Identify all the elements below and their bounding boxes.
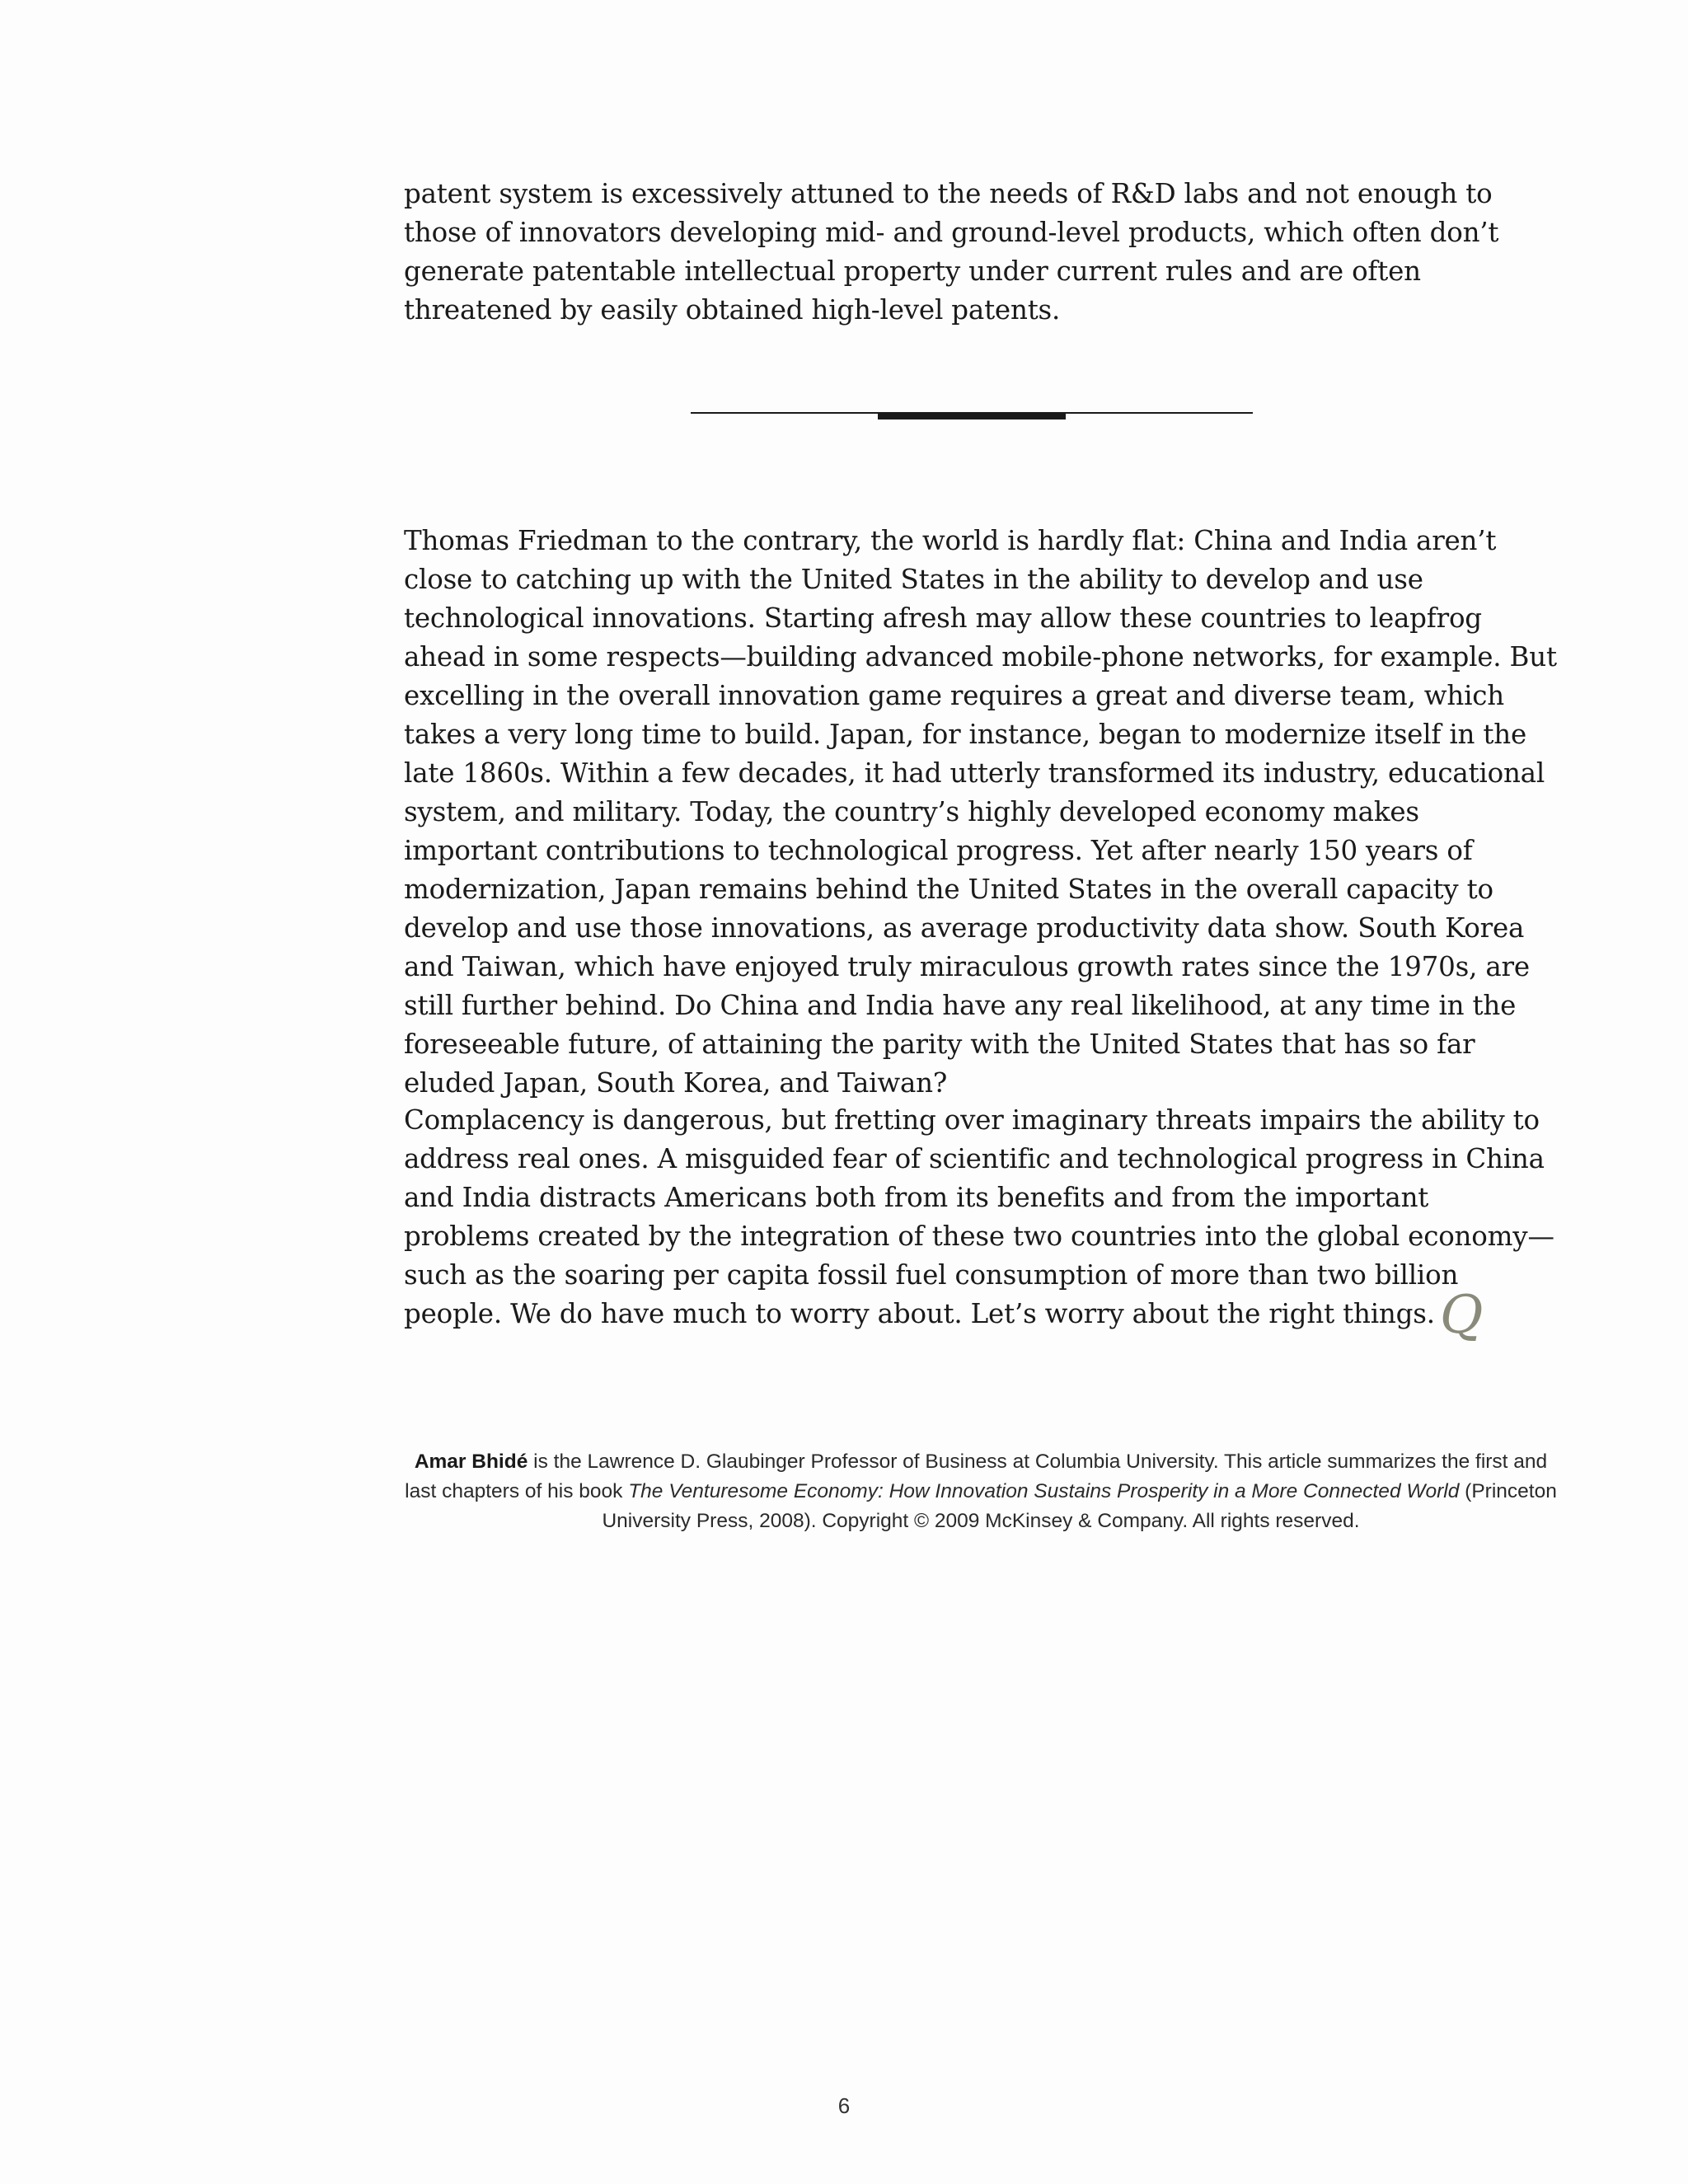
author-bio-text: is the Lawrence D. Glaubinger Professor of Business at Columbia University. This article summarizes the first and last chapters of his book	[405, 1451, 1548, 1502]
divider-thick-bar	[878, 412, 1066, 419]
author-bio	[404, 1447, 1558, 1536]
book-title: The Venturesome Economy: How Innovation Sustains Prosperity in a More Connected World	[628, 1480, 1460, 1502]
body-paragraph-patent-continuation: patent system is excessively attuned to the needs of R&D labs and not enough to those of innovators developing mid- and ground-level products, which often don’t generate patentable intellectual property under current rules and are often threatened by easily obtained high-level patents.	[404, 178, 1499, 326]
body-paragraph-complacency	[404, 1101, 1558, 1346]
page-number: 6	[837, 2093, 851, 2118]
complacency-text: Complacency is dangerous, but fretting over imaginary threats impairs the ability to address real ones. A misguided fear of scientific and technological progress in China and India distracts Americans both from its benefits and from the important problems created by the integration of these two countries into the global economy—such as the soaring per capita fossil fuel consumption of more than two billion people. We do have much to worry about. Let’s worry about the right things.	[404, 1104, 1554, 1329]
author-bio-copyright: (Princeton University Press, 2008). Copyright © 2009 McKinsey & Company. All rights reserved.	[602, 1480, 1557, 1532]
author-name: Amar Bhidé	[414, 1451, 528, 1473]
end-of-article-mark-icon: Q	[1439, 1285, 1484, 1346]
body-paragraph-friedman: Thomas Friedman to the contrary, the world is hardly flat: China and India aren’t close to catching up with the United States in the ability to develop and use technological innovations. Starting afresh may allow these countries to leapfrog ahead in some respects—building advanced mobile-phone networks, for example. But excelling in the overall innovation game requires a great and diverse team, which takes a very long time to build. Japan, for instance, began to modernize itself in the late 1860s. Within a few decades, it had utterly transformed its industry, educational system, and military. Today, the country’s highly developed economy makes important contributions to technological progress. Yet after nearly 150 years of modernization, Japan remains behind the United States in the overall capacity to develop and use those innovations, as average productivity data show. South Korea and Taiwan, which have enjoyed truly miraculous growth rates since the 1970s, are still further behind. Do China and India have any real likelihood, at any time in the foreseeable future, of attaining the parity with the United States that has so far eluded Japan, South Korea, and Taiwan?	[404, 525, 1557, 1099]
section-divider	[691, 412, 1253, 420]
